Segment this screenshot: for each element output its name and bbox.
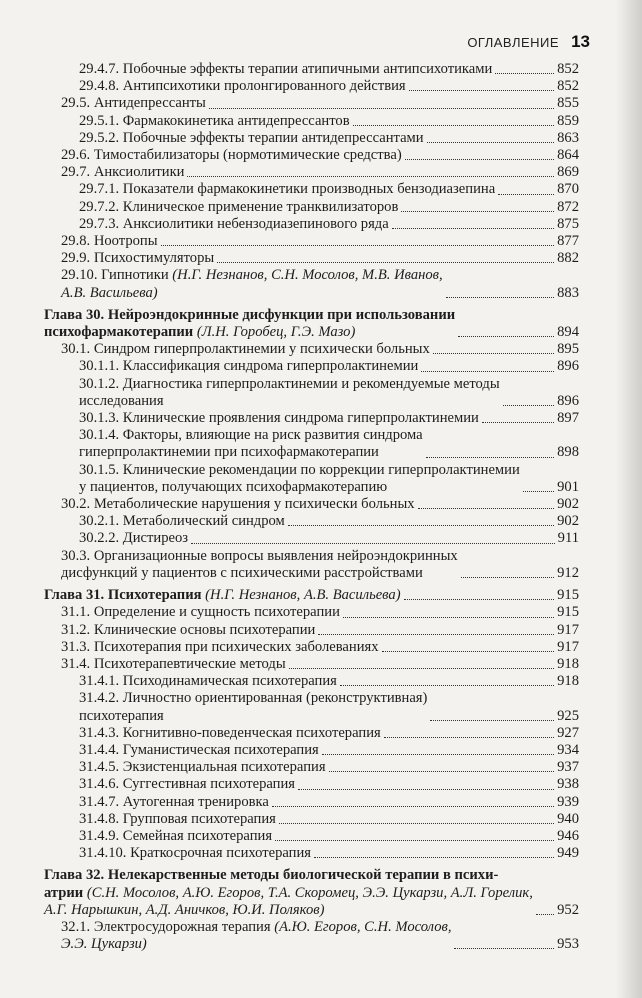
leader-dots	[329, 771, 555, 772]
toc-entry-29-4-8: 29.4.8. Антипсихотики пролонгированного действия 852	[79, 78, 579, 95]
running-title: ОГЛАВЛЕНИЕ	[467, 34, 560, 50]
toc-authors: (Н.Г. Незнанов, А.В. Васильева)	[205, 587, 401, 604]
toc-entry-29-5: 29.5. Антидепрессанты 855	[61, 95, 579, 112]
toc-page: 902	[557, 513, 579, 530]
leader-dots	[404, 599, 555, 600]
leader-dots	[217, 262, 554, 263]
toc-entry-29-5-1: 29.5.1. Фармакокинетика антидепрессантов 859	[79, 112, 579, 129]
leader-dots	[418, 508, 555, 509]
leader-dots	[482, 422, 554, 423]
running-header	[467, 30, 590, 54]
toc-page: 852	[557, 61, 579, 77]
toc-page: 927	[557, 724, 579, 741]
leader-dots	[161, 245, 555, 246]
leader-dots	[209, 108, 554, 109]
toc-page: 952	[557, 901, 579, 918]
toc-authors: (Н.Г. Незнанов, С.Н. Мосолов, М.В. Иванов,	[172, 267, 443, 284]
toc-entry-31-4-3: 31.4.3. Когнитивно-поведенческая психотерапия 927	[79, 724, 579, 741]
toc-page: 872	[557, 198, 579, 215]
toc-page: 898	[557, 444, 579, 461]
toc-entry-31-3: 31.3. Психотерапия при психических заболеваниях 917	[61, 638, 579, 655]
toc-page: 895	[557, 341, 579, 358]
toc-entry-29-7-2: 29.7.2. Клиническое применение транквилизаторов 872	[79, 198, 579, 215]
toc-page: 877	[557, 233, 579, 250]
toc-page: 917	[557, 621, 579, 638]
leader-dots	[343, 617, 554, 618]
toc-entry-31-4-8: 31.4.8. Групповая психотерапия 940	[79, 810, 579, 827]
toc-entry-30-1-5: 30.1.5. Клинические рекомендации по коррекции гиперпролактинемии у пациентов, получающих психофармакотерапию 901	[79, 461, 579, 495]
leader-dots	[461, 577, 554, 578]
toc-entry-30-2-1: 30.2.1. Метаболический синдром 902	[79, 513, 579, 530]
toc-authors: (Л.Н. Горобец, Г.Э. Мазо)	[196, 324, 356, 341]
leader-dots	[433, 353, 554, 354]
toc-page: 939	[557, 793, 579, 810]
toc-page: 870	[557, 181, 579, 198]
toc-entry-30-1: 30.1. Синдром гиперпролактинемии у психически больных 895	[61, 341, 579, 358]
toc-entry-30-2: 30.2. Метаболические нарушения у психически больных 902	[61, 496, 579, 513]
toc-chapter-31: Глава 31. Психотерапия (Н.Г. Незнанов, А.В. Васильева) 915	[44, 587, 579, 604]
toc-entry-31-4-1: 31.4.1. Психодинамическая психотерапия 918	[79, 673, 579, 690]
leader-dots	[279, 823, 554, 824]
toc-page: 852	[557, 78, 579, 95]
toc-entry-29-8: 29.8. Ноотропы 877	[61, 233, 579, 250]
toc-entry-31-1: 31.1. Определение и сущность психотерапии 915	[61, 604, 579, 621]
toc-entry-30-2-2: 30.2.2. Дистиреоз 911	[79, 530, 579, 547]
toc-entry-31-4: 31.4. Психотерапевтические методы 918	[61, 655, 579, 672]
leader-dots	[314, 857, 554, 858]
toc-authors: А.Г. Нарышкин, А.Д. Аничков, Ю.И. Поляков)	[44, 901, 325, 918]
toc-entry-31-4-2: 31.4.2. Личностно ориентированная (реконструктивная) психотерапия 925	[79, 690, 579, 724]
toc-authors: (С.Н. Мосолов, А.Ю. Егоров, Т.А. Скоромец, Э.Э. Цукарзи, А.Л. Горелик,	[86, 884, 533, 901]
toc-page: 869	[557, 164, 579, 181]
leader-dots	[275, 840, 554, 841]
toc-page: 855	[557, 95, 579, 112]
toc-page: 934	[557, 741, 579, 758]
toc-page: 915	[557, 587, 579, 604]
leader-dots	[498, 194, 554, 195]
toc-page: 917	[557, 638, 579, 655]
toc-page: 925	[557, 707, 579, 724]
toc-entry-31-4-7: 31.4.7. Аутогенная тренировка 939	[79, 793, 579, 810]
toc-chapter-30: Глава 30. Нейроэндокринные дисфункции при использовании психофармакотерапии (Л.Н. Горобец, Г.Э. Мазо) 894	[44, 306, 579, 341]
leader-dots	[454, 948, 554, 949]
toc-page: 915	[557, 604, 579, 621]
toc-page: 875	[557, 215, 579, 232]
toc-entry-32-1: 32.1. Электросудорожная терапия (А.Ю. Егоров, С.Н. Мосолов, Э.Э. Цукарзи) 953	[61, 918, 579, 953]
toc-page: 946	[557, 827, 579, 844]
toc-page: 940	[557, 810, 579, 827]
leader-dots	[495, 73, 554, 74]
leader-dots	[446, 297, 554, 298]
toc-page: 953	[557, 936, 579, 953]
toc-entry-30-1-3: 30.1.3. Клинические проявления синдрома гиперпролактинемии 897	[79, 410, 579, 427]
toc-page: 912	[557, 564, 579, 581]
toc-page: 938	[557, 776, 579, 793]
leader-dots	[187, 176, 554, 177]
leader-dots	[458, 336, 554, 337]
toc-page: 918	[557, 673, 579, 690]
toc-page: 859	[557, 112, 579, 129]
leader-dots	[340, 685, 554, 686]
leader-dots	[322, 754, 554, 755]
leader-dots	[191, 543, 555, 544]
leader-dots	[536, 914, 554, 915]
toc-entry-31-4-4: 31.4.4. Гуманистическая психотерапия 934	[79, 741, 579, 758]
toc-entry-29-7: 29.7. Анксиолитики 869	[61, 164, 579, 181]
leader-dots	[427, 142, 555, 143]
toc-entry-31-4-6: 31.4.6. Суггестивная психотерапия 938	[79, 776, 579, 793]
leader-dots	[392, 228, 554, 229]
leader-dots	[288, 525, 554, 526]
toc-entry-29-5-2: 29.5.2. Побочные эффекты терапии антидепрессантами 863	[79, 129, 579, 146]
toc-entry-30-1-4: 30.1.4. Факторы, влияющие на риск развития синдрома гиперпролактинемии при психофармакотерапии 898	[79, 427, 579, 461]
leader-dots	[318, 634, 554, 635]
page-edge-shadow	[616, 0, 642, 998]
leader-dots	[382, 651, 555, 652]
leader-dots	[289, 668, 554, 669]
leader-dots	[405, 159, 554, 160]
page-number: 13	[571, 32, 590, 51]
leader-dots	[409, 90, 554, 91]
leader-dots	[298, 789, 554, 790]
toc-page: 883	[557, 284, 579, 301]
leader-dots	[401, 211, 554, 212]
toc-authors: А.В. Васильева)	[61, 284, 158, 301]
toc-entry-29-7-3: 29.7.3. Анксиолитики небензодиазепинового ряда 875	[79, 215, 579, 232]
toc-page: 864	[557, 147, 579, 164]
toc-entry-31-4-9: 31.4.9. Семейная психотерапия 946	[79, 827, 579, 844]
leader-dots	[503, 405, 554, 406]
toc-page: 896	[557, 392, 579, 409]
toc-entry-29-6: 29.6. Тимостабилизаторы (нормотимические средства) 864	[61, 147, 579, 164]
toc-page: 901	[557, 478, 579, 495]
toc-entry-30-1-2: 30.1.2. Диагностика гиперпролактинемии и рекомендуемые методы исследования 896	[79, 375, 579, 409]
toc-page: 911	[557, 530, 579, 547]
toc-page: 863	[557, 129, 579, 146]
leader-dots	[426, 457, 554, 458]
toc-page: 882	[557, 250, 579, 267]
toc-page: 902	[557, 496, 579, 513]
toc-entry-29-10: 29.10. Гипнотики (Н.Г. Незнанов, С.Н. Мосолов, М.В. Иванов, А.В. Васильева) 883	[61, 267, 579, 301]
table-of-contents	[44, 61, 579, 953]
toc-page: 897	[557, 410, 579, 427]
leader-dots	[421, 371, 554, 372]
toc-entry-30-3: 30.3. Организационные вопросы выявления нейроэндокринных дисфункций у пациентов с психическими расстройствами 912	[61, 547, 579, 581]
toc-page: 937	[557, 759, 579, 776]
toc-page: 894	[557, 324, 579, 341]
toc-authors: (А.Ю. Егоров, С.Н. Мосолов,	[274, 918, 452, 935]
toc-entry-29-9: 29.9. Психостимуляторы 882	[61, 250, 579, 267]
leader-dots	[384, 737, 554, 738]
leader-dots	[353, 125, 554, 126]
toc-entry-30-1-1: 30.1.1. Классификация синдрома гиперпролактинемии 896	[79, 358, 579, 375]
toc-authors: Э.Э. Цукарзи)	[61, 936, 147, 953]
toc-entry-31-4-5: 31.4.5. Экзистенциальная психотерапия 937	[79, 759, 579, 776]
leader-dots	[272, 806, 554, 807]
toc-page: 896	[557, 358, 579, 375]
toc-entry-31-4-10: 31.4.10. Краткосрочная психотерапия 949	[79, 845, 579, 862]
toc-page: 918	[557, 655, 579, 672]
toc-page: 949	[557, 845, 579, 862]
leader-dots	[523, 491, 554, 492]
toc-entry-29-4-7: 29.4.7. Побочные эффекты терапии атипичными антипсихотиками 852	[79, 61, 579, 77]
toc-entry-29-7-1: 29.7.1. Показатели фармакокинетики производных бензодиазепина 870	[79, 181, 579, 198]
leader-dots	[430, 720, 554, 721]
toc-chapter-32: Глава 32. Нелекарственные методы биологической терапии в психи- атрии (С.Н. Мосолов, А.Ю. Егоров, Т.А. Скоромец, Э.Э. Цукарзи, А.Л. Горелик, А.Г. Нарышкин, А.Д. Аничков, Ю.И. Поляков) 952	[44, 867, 579, 918]
toc-entry-31-2: 31.2. Клинические основы психотерапии 917	[61, 621, 579, 638]
